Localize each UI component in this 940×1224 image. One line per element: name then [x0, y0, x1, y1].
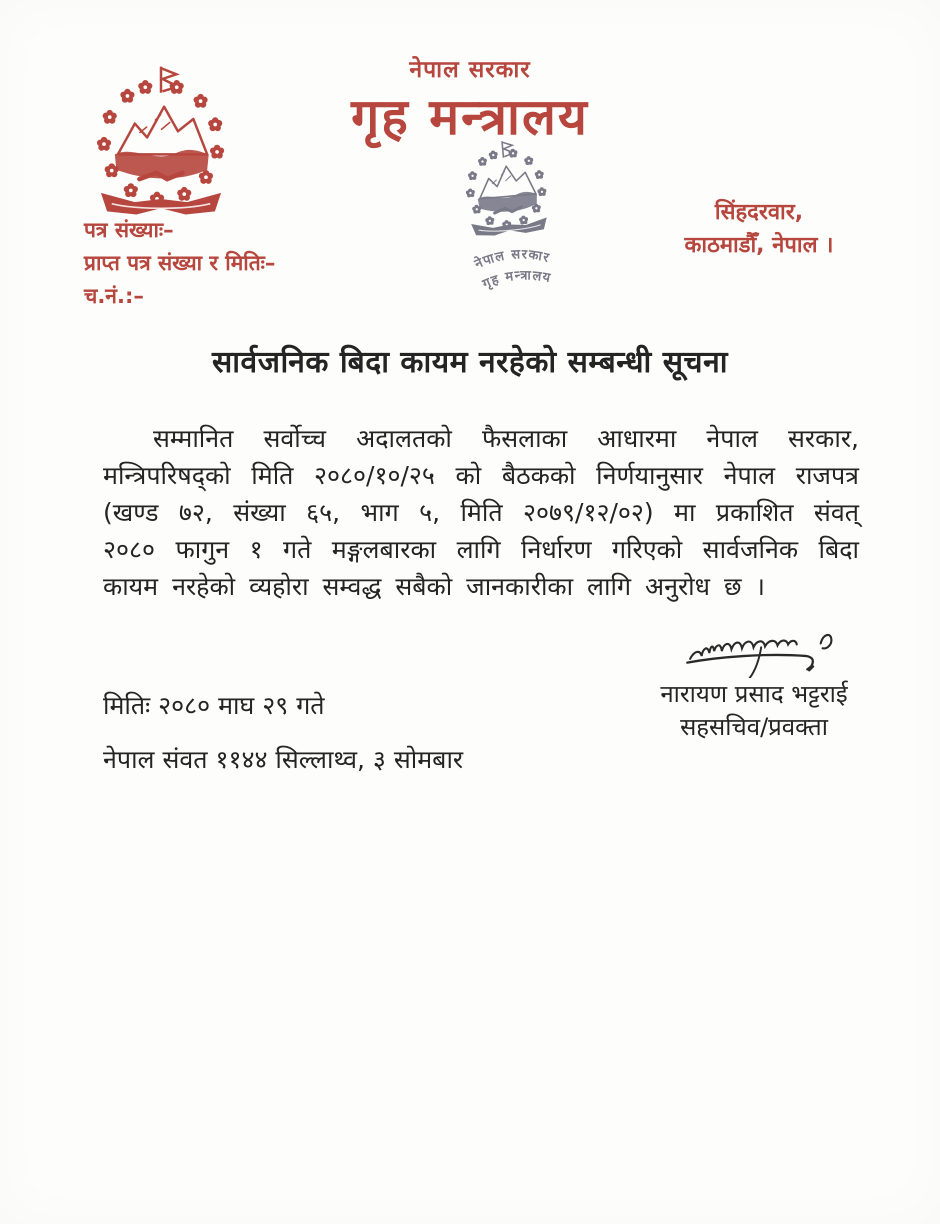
signatory-designation: सहसचिव/प्रवक्ता: [680, 713, 828, 741]
dispatch-number-field: च.नं.:–: [84, 284, 144, 308]
nepal-coat-of-arms-icon: [84, 62, 238, 220]
bs-date: मितिः २०८० माघ २९ गते: [103, 691, 325, 720]
signatory-name: नारायण प्रसाद भट्टराई: [660, 680, 848, 708]
ministry-stamp-icon: [417, 131, 601, 311]
signature-block: [620, 630, 888, 744]
stamp-text-ministry: गृह मन्त्रालय: [480, 268, 553, 293]
government-name: नेपाल सरकार: [409, 57, 531, 83]
notice-body-paragraph: सम्मानित सर्वोच्च अदालतको फैसलाका आधारमा नेपाल सरकार, मन्त्रिपरिषद्को मिति २०८०/१०/२५ को बैठकको निर्णयानुसार नेपाल राजपत्र (खण्ड ७२, संख्या ६५, भाग ५, मिति २०७९/१२/०२) मा प्रकाशित संवत् २०८० फागुन १ गते मङ्गलबारका लागि निर्धारण गरिएको सार्वजनिक बिदा कायम नरहेको व्यहोरा सम्वद्ध सबैको जानकारीका लागि अनुरोध छ ।: [103, 424, 859, 601]
received-letter-field: प्राप्त पत्र संख्या र मितिः–: [84, 251, 276, 275]
reference-fields: [84, 214, 275, 313]
address-line-1: सिंहदरवार,: [714, 200, 804, 225]
nepal-sambat-date: नेपाल संवत ११४४ सिल्लाथ्व, ३ सोमबार: [103, 745, 464, 774]
date-block: [103, 688, 463, 776]
ministry-name: गृह मन्त्रालय: [351, 88, 589, 146]
handwritten-signature: [682, 630, 850, 678]
office-address: [634, 196, 884, 262]
notice-title: सार्वजनिक बिदा कायम नरहेको सम्बन्धी सूचना: [211, 345, 729, 380]
address-line-2: काठमाडौँ, नेपाल ।: [684, 233, 834, 258]
letter-number-field: पत्र संख्याः–: [84, 218, 174, 242]
stamp-text-government: नेपाल सरकार: [472, 247, 552, 273]
